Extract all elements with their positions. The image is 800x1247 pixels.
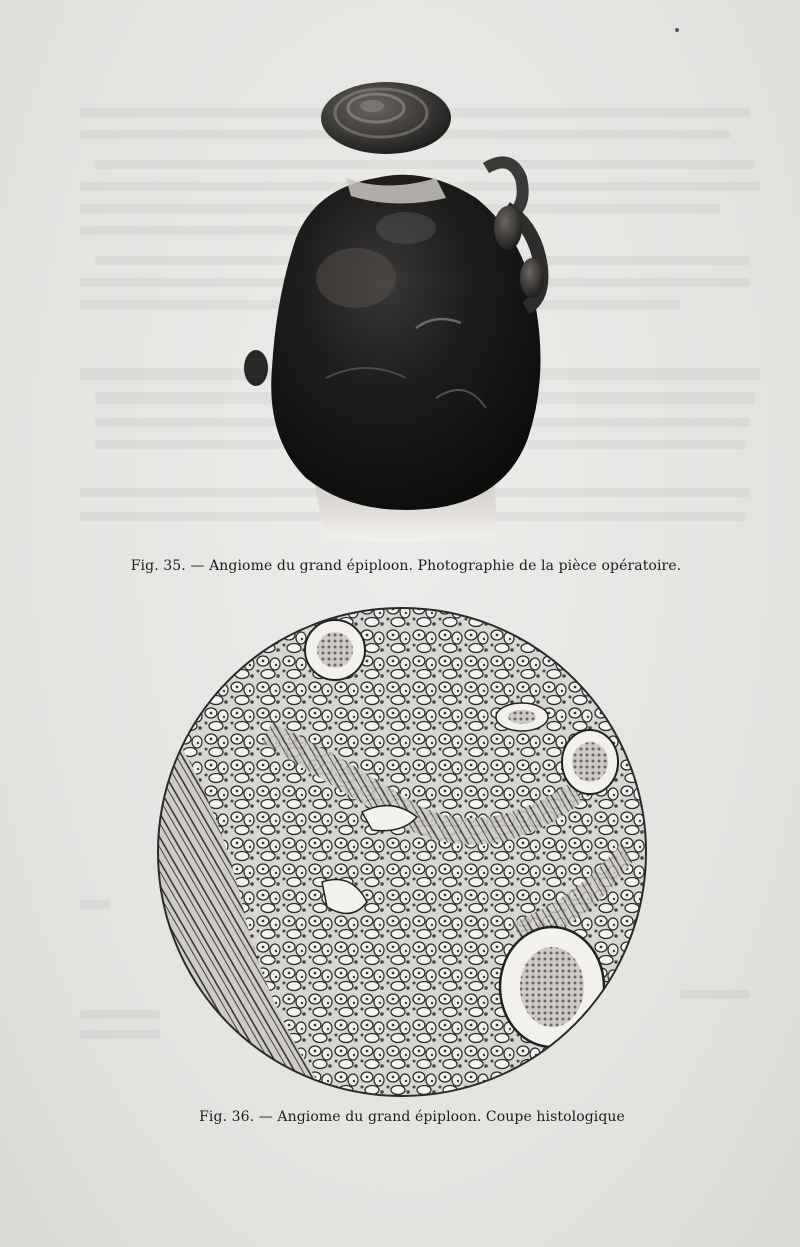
figure-36-label: Fig. 36. <box>199 1109 255 1125</box>
figure-36-caption-text: Angiome du grand épiploon. Coupe histologique <box>277 1109 625 1125</box>
figure-36-dash: — <box>258 1109 273 1125</box>
figure-35-label: Fig. 35. <box>130 558 186 574</box>
specimen-photo-icon <box>236 78 566 548</box>
figure-35-caption-text: Angiome du grand épiploon. Photographie de la pièce opératoire. <box>209 558 682 574</box>
figure-35-dash: — <box>190 558 205 574</box>
histology-section-icon <box>152 602 652 1102</box>
paper-speck <box>675 28 679 32</box>
figure-36-caption <box>12 1109 800 1125</box>
figure-35-caption <box>6 558 800 574</box>
